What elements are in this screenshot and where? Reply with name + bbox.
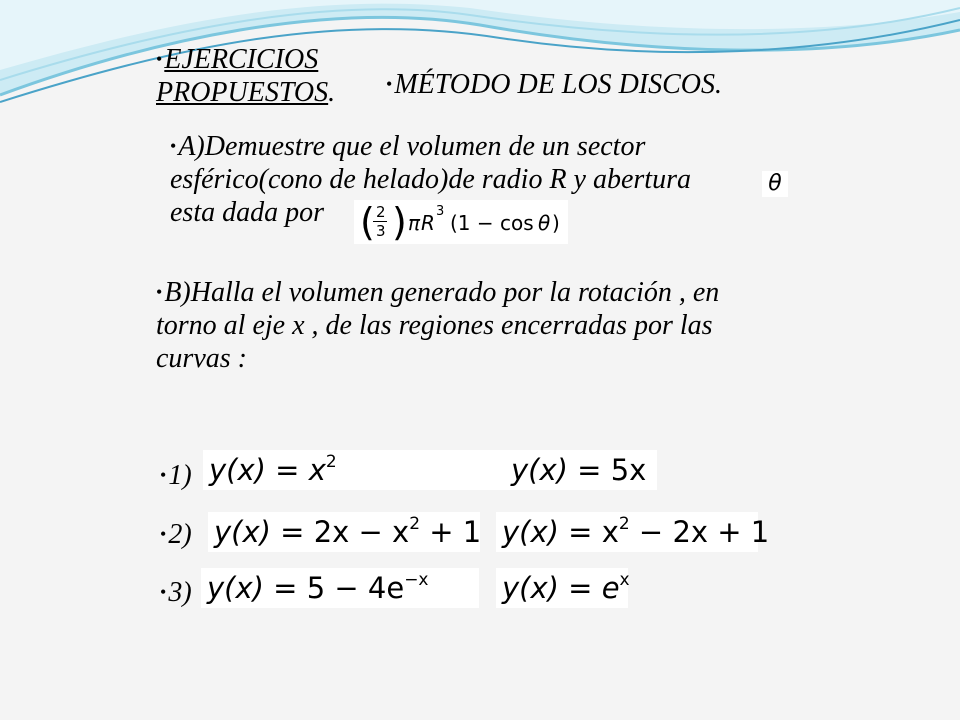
equals-sign: = xyxy=(568,515,593,549)
exercise-a-line-3: esta dada por xyxy=(170,197,324,228)
exercise-b-line-1: B)Halla el volumen generado por la rotación , en xyxy=(164,277,720,308)
equals-sign: = xyxy=(568,571,593,605)
formula-exponent: 3 xyxy=(436,204,445,219)
equation-lhs: y(x) xyxy=(214,515,271,549)
exercise-b-line-2: torno al eje x , de las regiones encerradas por las xyxy=(156,310,713,341)
exercise-3-label xyxy=(160,576,192,609)
exercise-1-equation-1 xyxy=(203,450,507,490)
method-heading xyxy=(386,68,722,101)
exercise-2-equation-1 xyxy=(208,512,480,552)
title-line-1: EJERCICIOS xyxy=(164,44,319,75)
formula-theta: θ xyxy=(538,211,551,235)
equation-lhs: y(x) xyxy=(511,453,568,487)
exercise-3-equation-2 xyxy=(496,568,628,608)
equation-term: 2x − x xyxy=(313,515,410,549)
formula-close-paren: ) xyxy=(552,211,560,235)
equals-sign: = xyxy=(275,453,300,487)
exercise-label: 1) xyxy=(168,460,192,491)
fraction-numerator: 2 xyxy=(376,203,386,221)
bullet: • xyxy=(156,49,163,69)
equation-exponent: x xyxy=(619,570,630,590)
exercise-a-line-2: esférico(cono de helado)de radio R y abertura xyxy=(170,164,691,195)
exercise-1-equation-2 xyxy=(505,450,657,490)
exercise-1-label xyxy=(160,459,192,492)
bullet: • xyxy=(386,74,393,94)
formula-paren-expression: (1 − cos xyxy=(450,211,534,235)
exercise-2-label xyxy=(160,518,192,551)
bullet: • xyxy=(160,582,167,602)
exercise-2-equation-2 xyxy=(496,512,770,552)
formula-pi: π xyxy=(408,211,421,235)
equation-exponent: 2 xyxy=(325,452,337,472)
slide-title xyxy=(156,43,335,109)
equation-lhs: y(x) xyxy=(502,571,559,605)
equation-term: 5x xyxy=(610,453,647,487)
equation-exponent: 2 xyxy=(409,514,421,534)
formula-left-paren: ( xyxy=(360,200,375,244)
bullet: • xyxy=(156,282,163,302)
equation-rest: + 1 xyxy=(420,515,482,549)
equation-term: 5 − 4e xyxy=(306,571,405,605)
method-text: MÉTODO DE LOS DISCOS. xyxy=(394,69,723,100)
formula-radius: R xyxy=(421,211,435,235)
exercise-label: 3) xyxy=(168,577,192,608)
exercise-label: 2) xyxy=(168,519,192,550)
equation-term: x xyxy=(308,453,326,487)
bullet: • xyxy=(160,524,167,544)
equals-sign: = xyxy=(280,515,305,549)
exercise-b-text xyxy=(156,276,719,375)
equation-lhs: y(x) xyxy=(502,515,559,549)
fraction-denominator: 3 xyxy=(376,222,386,240)
bullet: • xyxy=(170,136,177,156)
bullet: • xyxy=(160,465,167,485)
equation-exponent: −x xyxy=(404,570,429,590)
exercise-a-line-1: A)Demuestre que el volumen de un sector xyxy=(178,131,646,162)
equals-sign: = xyxy=(273,571,298,605)
theta-symbol: θ xyxy=(762,171,788,197)
equation-lhs: y(x) xyxy=(207,571,264,605)
equation-rest: − 2x + 1 xyxy=(629,515,770,549)
equation-lhs: y(x) xyxy=(209,453,266,487)
exercise-b-line-3: curvas : xyxy=(156,343,247,374)
sector-volume-formula xyxy=(354,200,568,244)
exercise-3-equation-1 xyxy=(201,568,479,608)
equation-exponent: 2 xyxy=(618,514,630,534)
title-suffix: . xyxy=(328,77,336,108)
equals-sign: = xyxy=(577,453,602,487)
title-line-2: PROPUESTOS xyxy=(156,77,329,108)
equation-term: e xyxy=(601,571,620,605)
formula-right-paren: ) xyxy=(392,200,407,244)
equation-term: x xyxy=(601,515,619,549)
